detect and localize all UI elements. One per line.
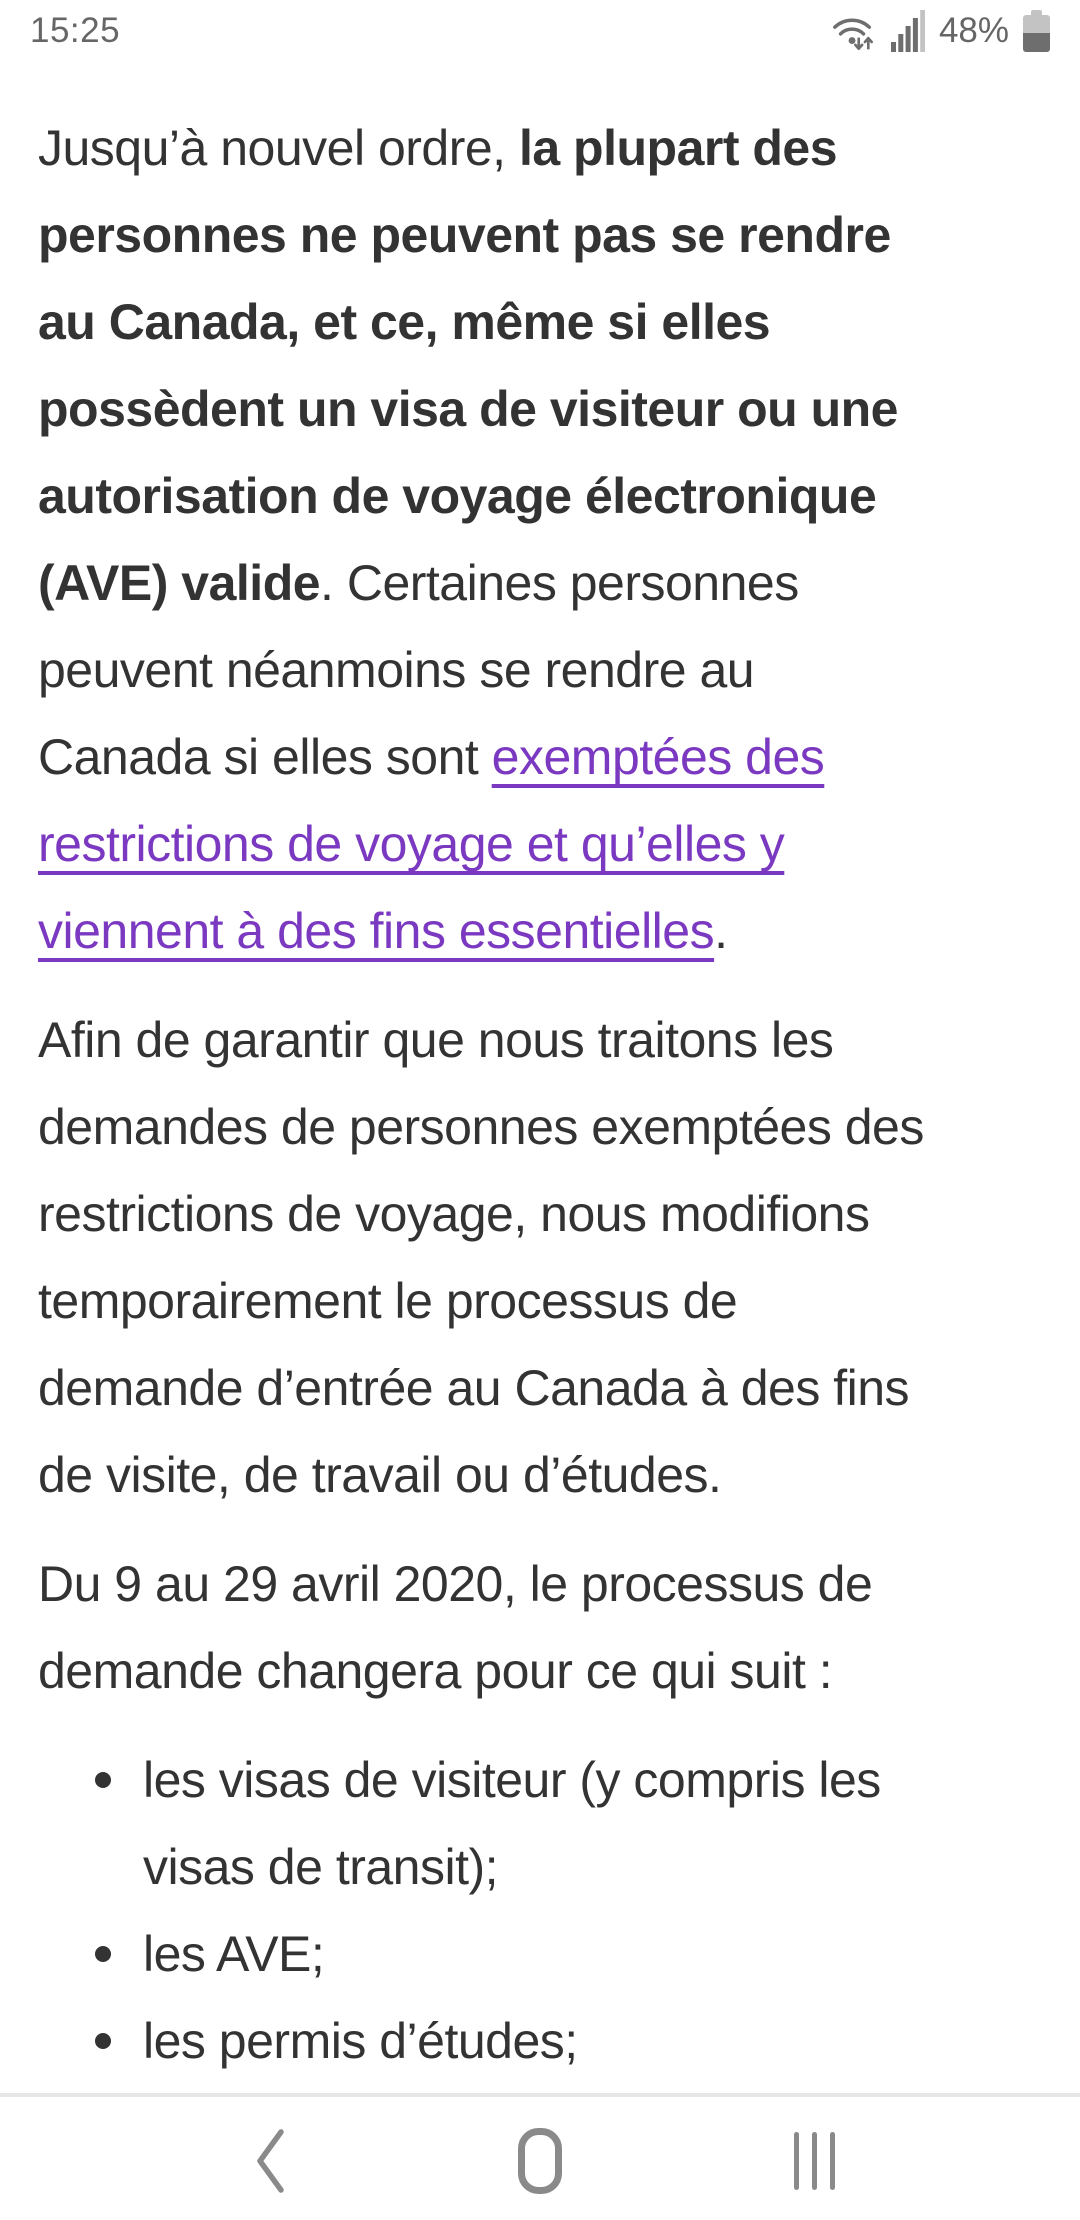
text-line	[38, 997, 1042, 1084]
inline-link[interactable]: restrictions de voyage et qu’elles y	[38, 816, 785, 872]
text-line	[38, 1084, 1042, 1171]
text-segment: Du 9 au 29 avril 2020, le processus de	[38, 1556, 873, 1612]
text-segment: de visite, de travail ou d’études.	[38, 1447, 722, 1503]
text-segment: Afin de garantir que nous traitons les	[38, 1012, 834, 1068]
text-line	[38, 1432, 1042, 1519]
battery-percent: 48%	[938, 11, 1009, 50]
bullet-marker	[95, 1946, 111, 1962]
text-segment: possèdent un visa de visiteur ou une	[38, 381, 898, 437]
text-segment: visas de transit);	[143, 1839, 499, 1895]
recents-button[interactable]	[745, 2111, 885, 2211]
text-line	[143, 1737, 1042, 1824]
text-segment: restrictions de voyage, nous modifions	[38, 1186, 870, 1242]
text-segment: (AVE) valide	[38, 555, 321, 611]
text-line	[38, 627, 1042, 714]
text-line	[143, 1911, 1042, 1998]
text-line	[38, 279, 1042, 366]
text-segment: les permis d’études;	[143, 2013, 578, 2069]
paragraph	[38, 105, 1042, 975]
text-segment: Canada si elles sont	[38, 729, 492, 785]
text-segment: Jusqu’à nouvel ordre,	[38, 120, 519, 176]
text-line	[38, 1541, 1042, 1628]
navigation-bar	[0, 2093, 1080, 2220]
text-segment: les AVE;	[143, 1926, 325, 1982]
clock: 15:25	[30, 11, 121, 50]
text-line	[38, 366, 1042, 453]
text-line	[38, 888, 1042, 975]
text-line	[143, 1824, 1042, 1911]
list-item	[143, 1911, 1042, 1998]
home-icon	[518, 2128, 562, 2194]
bullet-marker	[95, 2033, 111, 2049]
bullet-marker	[95, 1772, 111, 1788]
text-line	[38, 1628, 1042, 1715]
back-button[interactable]	[200, 2111, 340, 2211]
recents-icon	[794, 2132, 836, 2190]
text-segment: temporairement le processus de	[38, 1273, 738, 1329]
text-segment: personnes ne peuvent pas se rendre	[38, 207, 891, 263]
text-line	[38, 1171, 1042, 1258]
text-line	[38, 192, 1042, 279]
back-icon	[255, 2129, 285, 2193]
paragraph	[38, 1541, 1042, 1715]
text-line	[38, 1258, 1042, 1345]
text-segment: . Certaines personnes	[320, 555, 799, 611]
list-item	[143, 1737, 1042, 1911]
text-segment: demandes de personnes exemptées des	[38, 1099, 924, 1155]
home-button[interactable]	[470, 2111, 610, 2211]
text-line	[38, 105, 1042, 192]
text-segment: autorisation de voyage électronique	[38, 468, 877, 524]
text-line	[38, 540, 1042, 627]
text-line	[38, 801, 1042, 888]
list-item	[143, 1998, 1042, 2085]
text-line	[38, 1345, 1042, 1432]
inline-link[interactable]: exemptées des	[491, 729, 825, 785]
text-line	[38, 453, 1042, 540]
inline-link[interactable]: viennent à des fins essentielles	[38, 903, 715, 959]
text-line	[143, 1998, 1042, 2085]
text-segment: la plupart des	[518, 120, 838, 176]
text-segment: peuvent néanmoins se rendre au	[38, 642, 755, 698]
text-segment: .	[714, 903, 728, 959]
paragraph	[38, 997, 1042, 1519]
text-segment: les visas de visiteur (y compris les	[143, 1752, 881, 1808]
text-segment: demande changera pour ce qui suit :	[38, 1643, 833, 1699]
text-line	[38, 714, 1042, 801]
text-segment: demande d’entrée au Canada à des fins	[38, 1360, 910, 1416]
text-segment: au Canada, et ce, même si elles	[38, 294, 771, 350]
